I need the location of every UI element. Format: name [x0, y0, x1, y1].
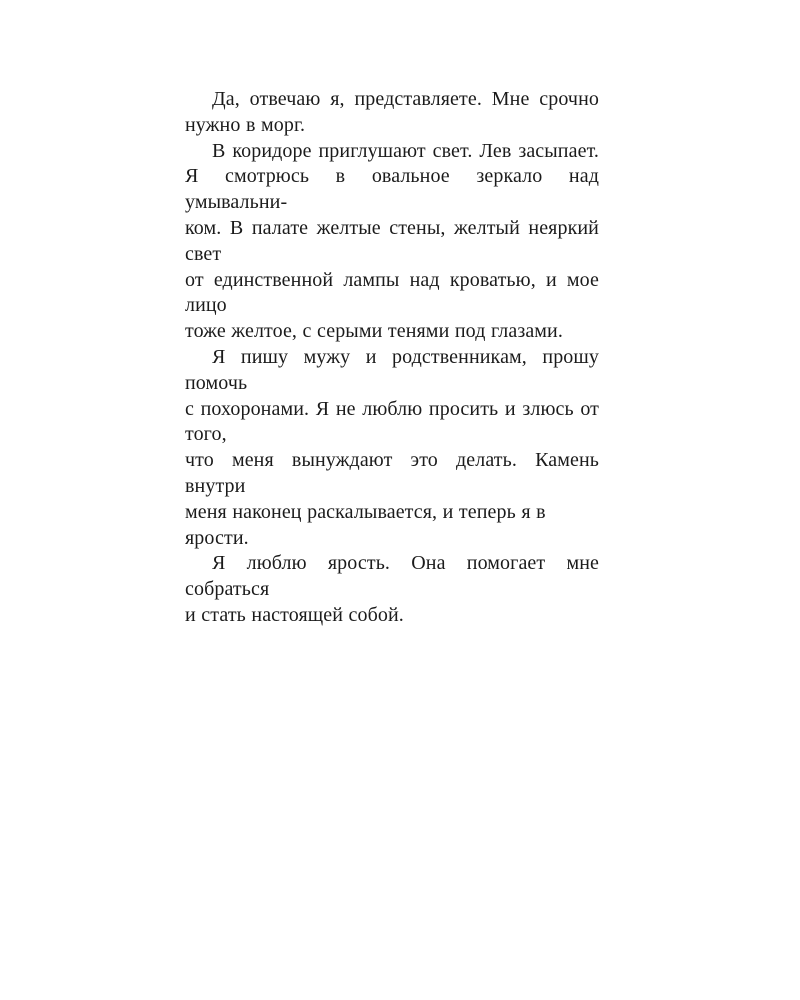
text-line: нужно в морг.: [185, 113, 306, 136]
text-line: В коридоре приглушают свет. Лев засыпает.: [212, 139, 599, 162]
text-line: Да, отвечаю я, представляете. Мне срочно: [212, 88, 599, 110]
paragraph: [185, 87, 599, 139]
text-line: ком. В палате желтые стены, желтый неяркий свет: [185, 216, 599, 265]
text-line: Я пишу мужу и родственникам, прошу помочь: [185, 345, 599, 394]
text-line: тоже желтое, с серыми тенями под глазами.: [185, 320, 563, 343]
text-line: что меня вынуждают это делать. Камень внутри: [185, 449, 599, 497]
text-line: Я смотрюсь в овальное зеркало над умывальни-: [185, 165, 599, 214]
text-line: меня наконец раскалывается, и теперь я в ярости.: [185, 500, 546, 549]
paragraph: [185, 139, 599, 345]
text-line: от единственной лампы над кроватью, и мое лицо: [185, 268, 599, 317]
text-block: [185, 87, 599, 629]
paragraph: [185, 345, 599, 551]
text-line: и стать настоящей собой.: [185, 603, 404, 626]
text-line: Я люблю ярость. Она помогает мне собраться: [185, 552, 599, 601]
paragraph: [185, 551, 599, 628]
text-line: с похоронами. Я не люблю просить и злюсь от того,: [185, 397, 599, 446]
